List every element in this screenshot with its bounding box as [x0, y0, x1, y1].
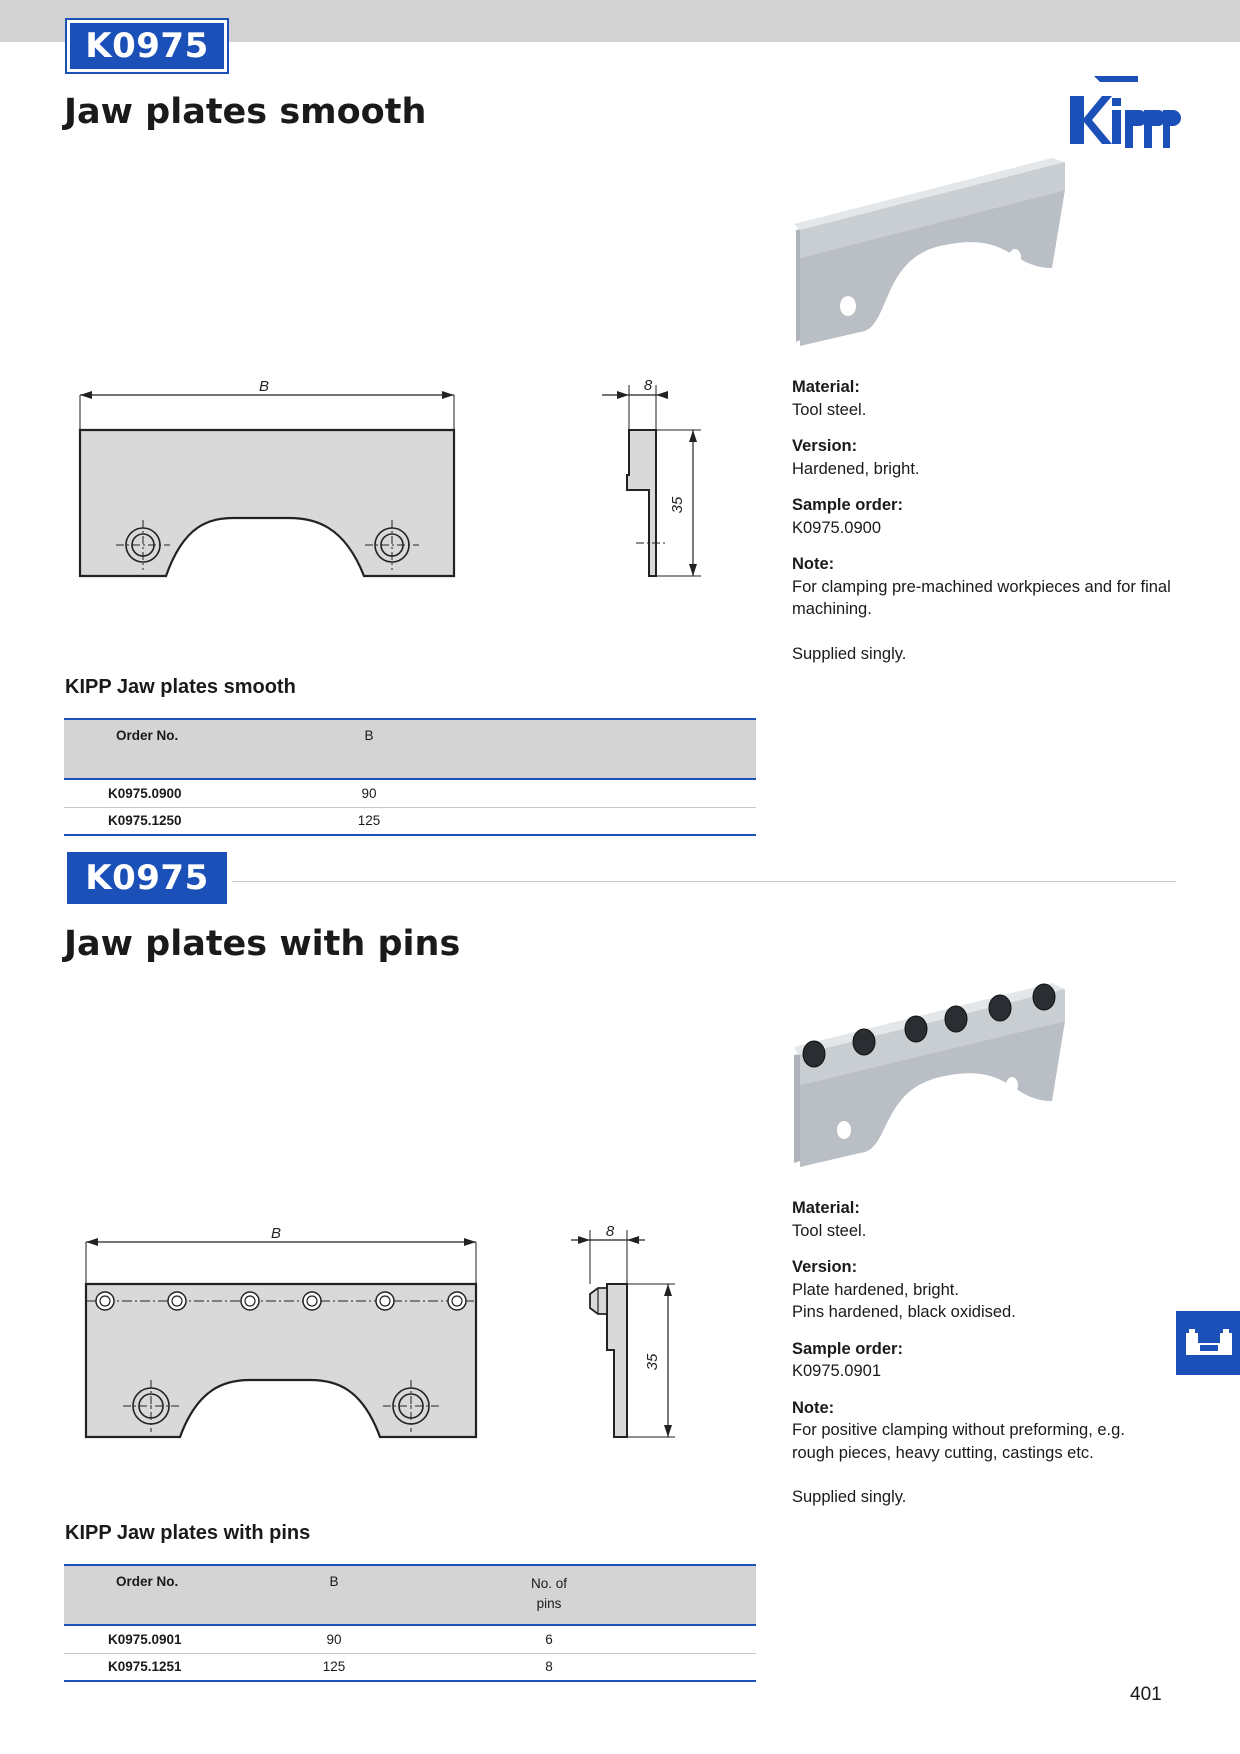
table-row	[64, 1653, 756, 1681]
sample-order-label: Sample order:	[792, 496, 903, 514]
jaw-plate-smooth-side-drawing	[596, 375, 716, 585]
side-category-tab[interactable]	[1176, 1311, 1240, 1375]
order-table-smooth	[64, 718, 756, 836]
note-value-2: rough pieces, heavy cutting, castings etc.	[792, 1443, 1094, 1462]
version-value-2: Pins hardened, black oxidised.	[792, 1303, 1016, 1321]
dim-b-label: B	[258, 378, 270, 395]
jaw-plate-smooth-photo	[790, 150, 1070, 350]
note-label: Note:	[792, 555, 835, 573]
kipp-logo	[1068, 74, 1180, 158]
note-value-1: For positive clamping without preforming, e.g.	[792, 1421, 1125, 1439]
note-label: Note:	[792, 1398, 835, 1417]
jaw-plate-pins-side-drawing	[565, 1222, 685, 1442]
b-value: 90	[254, 779, 484, 807]
product-code-badge-2: K0975	[67, 852, 227, 904]
material-label: Material:	[792, 378, 860, 396]
vise-icon	[1184, 1329, 1234, 1357]
product-properties	[792, 376, 1192, 665]
table-row	[64, 1625, 756, 1653]
col-no-of-pins	[414, 1565, 684, 1625]
order-number: K0975.0900	[64, 779, 254, 807]
col-b: B	[254, 1565, 414, 1625]
dim-35-label: 35	[669, 496, 686, 514]
b-value: 125	[254, 807, 484, 835]
material-label: Material:	[792, 1199, 860, 1217]
section-title-2: Jaw plates with pins	[64, 924, 461, 964]
dim-b-label-2: B	[270, 1225, 282, 1242]
col-order-no: Order No.	[64, 1565, 254, 1625]
col-b: B	[254, 719, 484, 779]
material-value: Tool steel.	[792, 1221, 867, 1240]
product-code-badge: K0975	[67, 20, 227, 72]
b-value: 90	[254, 1625, 414, 1653]
page-number: 401	[1130, 1684, 1162, 1705]
col-no-of-pins-line1: No. of	[530, 1576, 568, 1591]
jaw-plate-pins-front-drawing	[80, 1222, 480, 1442]
sample-order-value: K0975.0900	[792, 518, 882, 537]
table-row	[64, 779, 756, 807]
col-no-of-pins-line2: pins	[536, 1596, 562, 1611]
dim-8-label-2: 8	[605, 1223, 615, 1240]
sample-order-value: K0975.0901	[792, 1362, 882, 1380]
dim-35-label-2: 35	[644, 1353, 661, 1371]
version-value-1: Plate hardened, bright.	[792, 1280, 959, 1299]
order-number: K0975.1250	[64, 807, 254, 835]
b-value: 125	[254, 1653, 414, 1681]
sample-order-label: Sample order:	[792, 1339, 903, 1358]
product-properties-2	[792, 1197, 1192, 1509]
pins-value: 6	[414, 1625, 684, 1653]
version-label: Version:	[792, 1258, 858, 1276]
order-table-pins	[64, 1564, 756, 1682]
supplied-text: Supplied singly.	[792, 1488, 907, 1506]
table-row	[64, 807, 756, 835]
dim-8-label: 8	[643, 377, 653, 394]
col-order-no: Order No.	[64, 719, 254, 779]
jaw-plate-smooth-front-drawing	[74, 375, 474, 585]
version-value: Hardened, bright.	[792, 459, 920, 478]
section-divider	[232, 881, 1176, 882]
table-title: KIPP Jaw plates smooth	[65, 676, 296, 698]
page-title: Jaw plates smooth	[64, 92, 427, 132]
version-label: Version:	[792, 437, 858, 455]
table-title-2: KIPP Jaw plates with pins	[65, 1522, 311, 1544]
pins-value: 8	[414, 1653, 684, 1681]
note-value: For clamping pre-machined workpieces and for final machining.	[792, 577, 1171, 618]
order-number: K0975.0901	[64, 1625, 254, 1653]
jaw-plate-pins-photo	[790, 975, 1070, 1170]
material-value: Tool steel.	[792, 400, 867, 419]
order-number: K0975.1251	[64, 1653, 254, 1681]
supplied-text: Supplied singly.	[792, 644, 907, 663]
